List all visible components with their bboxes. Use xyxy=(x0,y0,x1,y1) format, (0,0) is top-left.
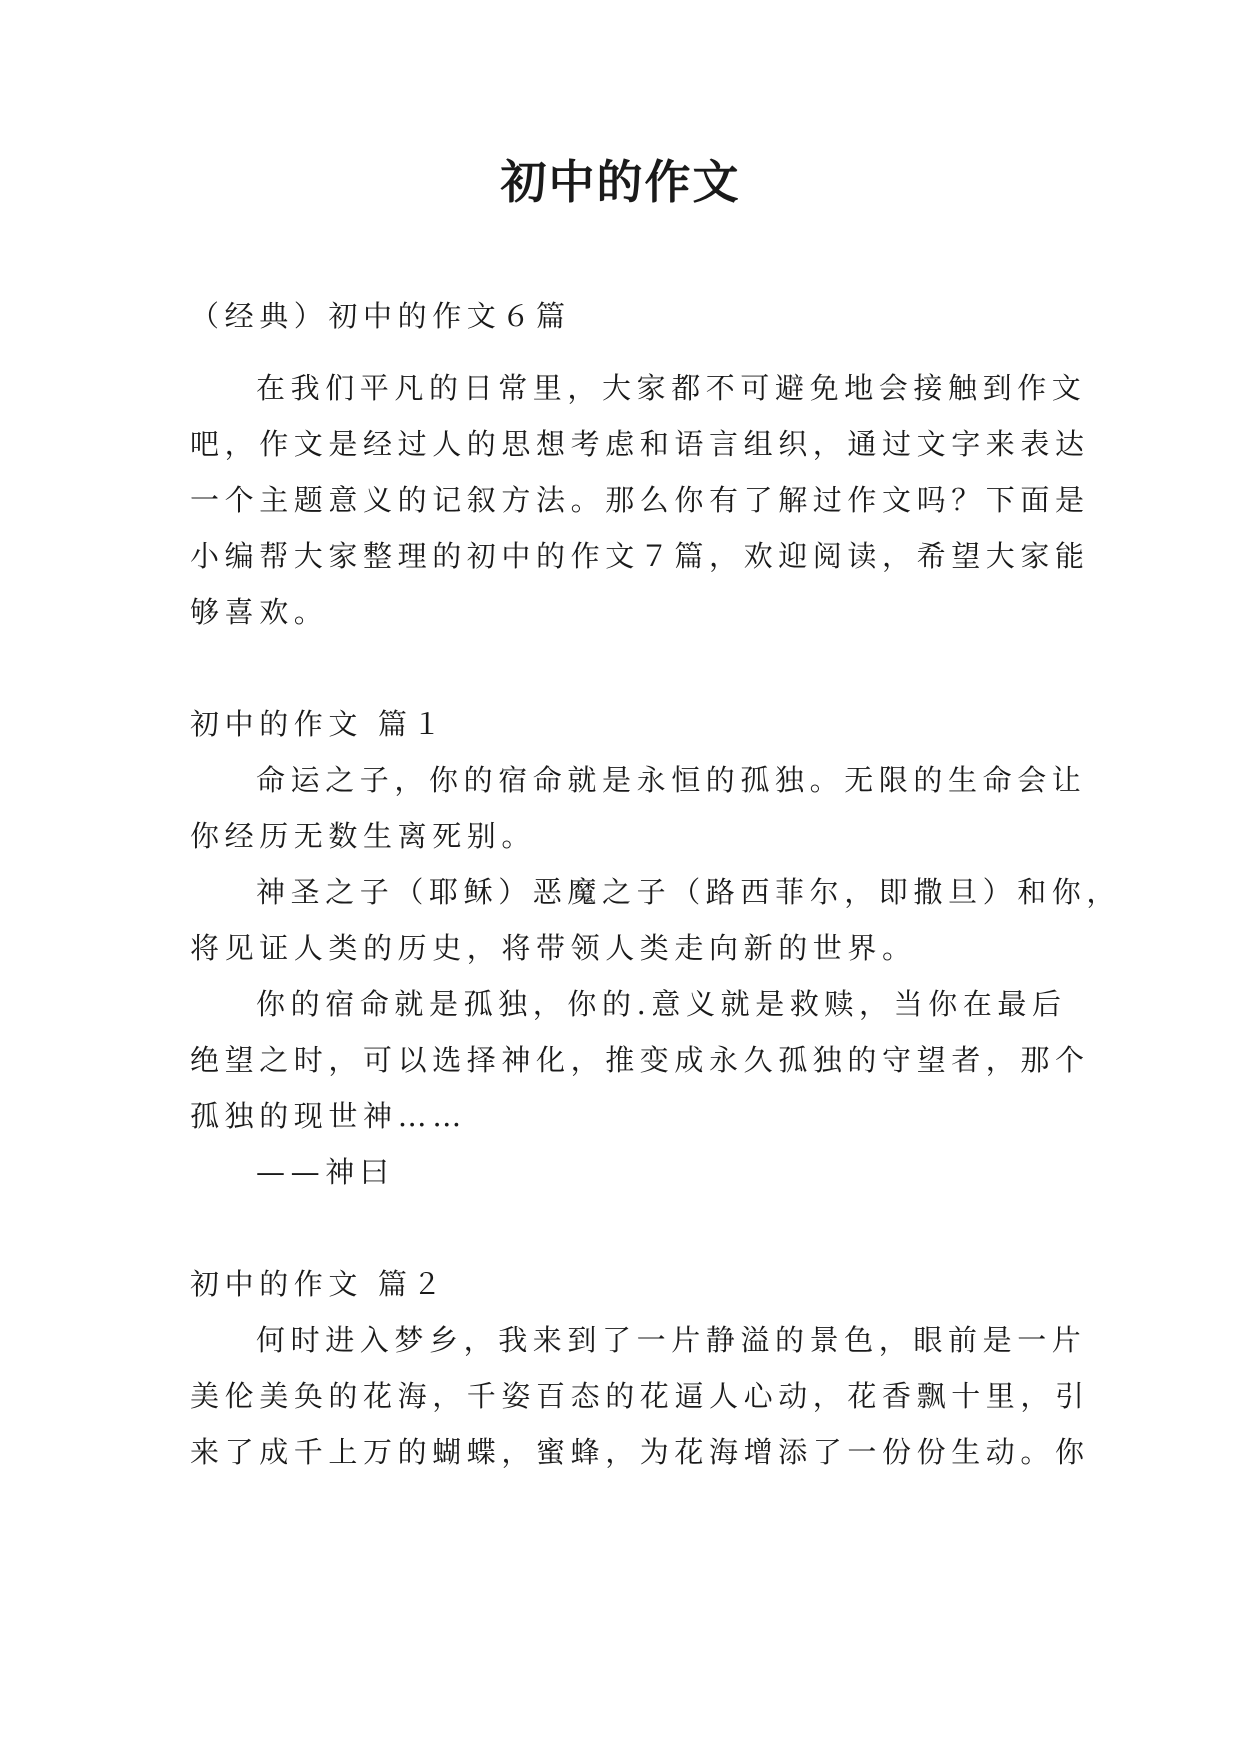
intro-line: 够喜欢。 xyxy=(190,595,329,629)
section-line: 你经历无数生离死别。 xyxy=(190,819,537,853)
section-heading: 初中的作文 篇２ xyxy=(190,1267,448,1301)
section-line: 神圣之子（耶稣）恶魔之子（路西菲尔，即撒旦）和你， xyxy=(256,875,1122,909)
section-line: 命运之子，你的宿命就是永恒的孤独。无限的生命会让 xyxy=(256,763,1087,797)
intro-line: 一个主题意义的记叙方法。那么你有了解过作文吗？下面是 xyxy=(190,483,1090,517)
section-line: 美伦美奂的花海，千姿百态的花逼人心动，花香飘十里，引 xyxy=(190,1379,1090,1413)
section-line: 来了成千上万的蝴蝶，蜜蜂，为花海增添了一份份生动。你 xyxy=(190,1435,1090,1469)
section-line: 何时进入梦乡，我来到了一片静溢的景色，眼前是一片 xyxy=(256,1323,1087,1357)
intro-line: 小编帮大家整理的初中的作文７篇，欢迎阅读，希望大家能 xyxy=(190,539,1090,573)
intro-line: 吧，作文是经过人的思想考虑和语言组织，通过文字来表达 xyxy=(190,427,1090,461)
intro-line: 在我们平凡的日常里，大家都不可避免地会接触到作文 xyxy=(256,371,1087,405)
document-title: 初中的作文 xyxy=(500,155,741,209)
section-line: 孤独的现世神…… xyxy=(190,1099,467,1133)
section-heading: 初中的作文 篇１ xyxy=(190,707,448,741)
section-line: 你的宿命就是孤独，你的.意义就是救赎，当你在最后 xyxy=(256,987,1067,1021)
section-line: 将见证人类的历史，将带领人类走向新的世界。 xyxy=(190,931,917,965)
document-subtitle: （经典）初中的作文６篇 xyxy=(190,299,571,333)
signature-line: ——神曰 xyxy=(256,1155,395,1189)
section-line: 绝望之时，可以选择神化，推变成永久孤独的守望者，那个 xyxy=(190,1043,1090,1077)
